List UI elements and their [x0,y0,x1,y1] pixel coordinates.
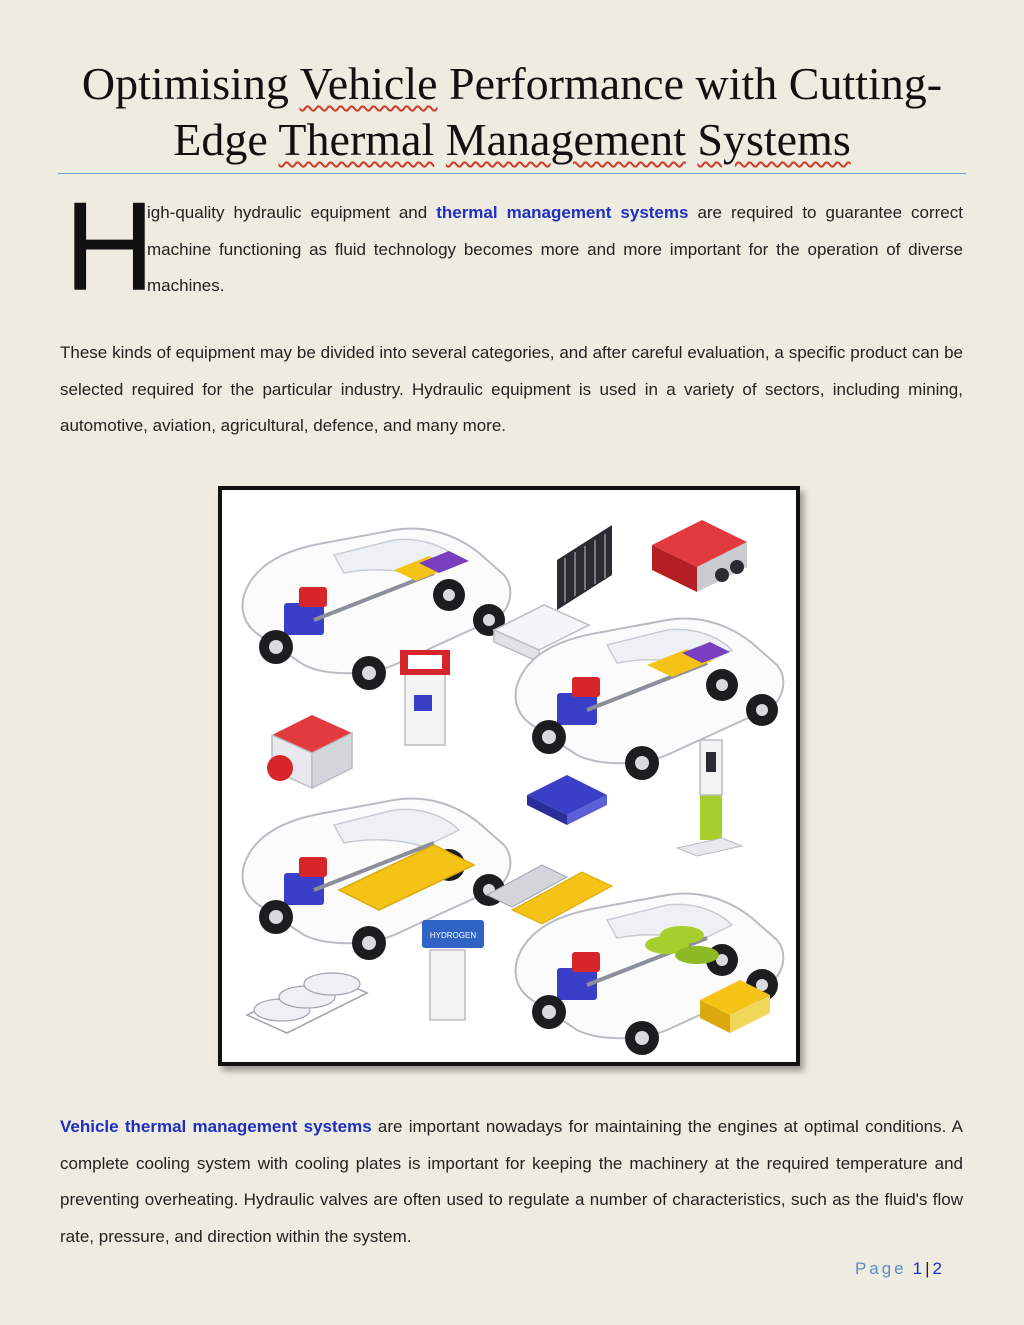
title-word-thermal: Thermal [278,114,435,165]
title-word-vehicle: Vehicle [299,58,438,109]
title-word-systems: Systems [697,114,851,165]
thermal-management-systems-link[interactable]: thermal management systems [436,203,689,222]
battery-module-illustration [527,775,607,825]
illustration-svg [222,490,796,1062]
intro-text-before: igh-quality hydraulic equipment and [147,203,437,222]
title-divider [58,173,966,174]
heater-illustration [267,715,352,788]
vehicle-systems-illustration [218,486,800,1066]
page-separator: | [925,1259,930,1278]
fuel-pump-illustration [400,650,450,745]
title-word-performance: Performance with Cutting- [449,58,943,109]
total-page-number: 2 [932,1259,942,1278]
hydrogen-station-illustration [422,920,484,1020]
intro-text-after: are required to guarantee correct machine functioning as fluid technology becomes more and more important for the operation of diverse machines. [147,203,963,295]
thermal-systems-text: are important nowadays for maintaining the engines at optimal conditions. A complete cooling system with cooling plates is important for keeping the machinery at the required temperature and preventing overheating. Hydraulic valves are often used to regulate a number of characteristics, such as the fluid's flow rate, pressure, and direction within the system. [60,1117,963,1246]
vehicle-illustration-2 [516,619,784,780]
intro-paragraph [147,195,963,305]
gas-cylinders-illustration [247,973,367,1033]
radiator-illustration [557,525,612,610]
vehicle-illustration-4 [516,894,784,1055]
page-footer [855,1259,942,1279]
charging-station-illustration [677,740,742,856]
title-word-edge: Edge [173,114,268,165]
hydrogen-sign-text: HYDROGEN [429,931,477,940]
page-label: Page [854,1259,907,1278]
title-word-optimising: Optimising [81,58,289,109]
power-unit-illustration [652,520,747,592]
thermal-systems-paragraph [60,1109,963,1255]
vehicle-illustration-1 [243,529,511,690]
title-word-management: Management [445,114,686,165]
categories-paragraph: These kinds of equipment may be divided into several categories, and after careful evaluation, a specific product can be selected required for the particular industry. Hydraulic equipment is used in a variety of sectors, including mining, automotive, aviation, agricultural, defence, and many more. [60,343,963,435]
current-page-number: 1 [912,1259,923,1278]
document-title [40,56,984,168]
drop-cap: H [64,176,155,317]
vehicle-thermal-management-systems-link[interactable]: Vehicle thermal management systems [60,1117,372,1136]
